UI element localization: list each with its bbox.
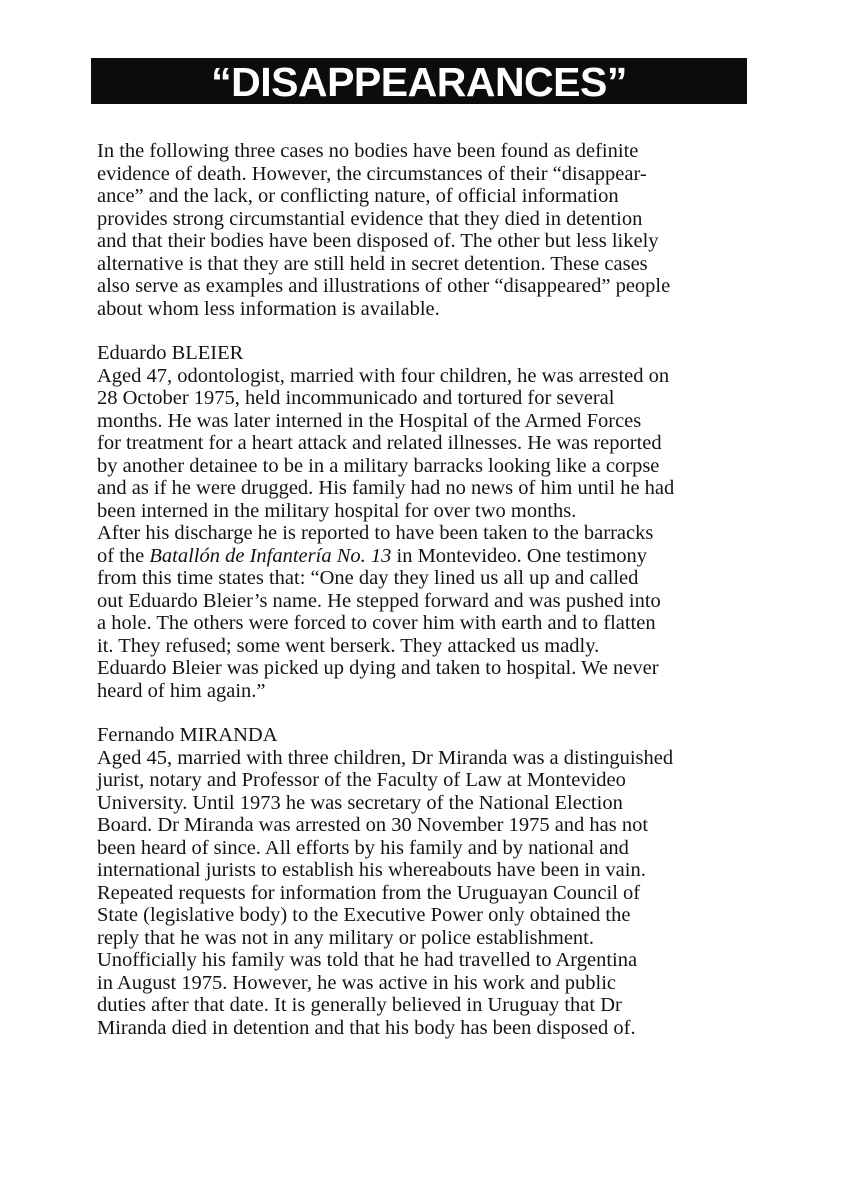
title-banner bbox=[91, 58, 747, 104]
case-miranda bbox=[97, 724, 761, 1039]
intro-paragraph: In the following three cases no bodies have been found as definite evidence of death. However, the circumstances of their “disappear- ance” and the lack, or conflicting nature, of official information provides strong circumstantial evidence that they died in detention and that their bodies have been disposed of. The other but less likely alternative is that they are still held in secret detention. These cases also serve as examples and illustrations of other “disappeared” people about whom less information is available. bbox=[97, 140, 671, 320]
page-title: “DISAPPEARANCES” bbox=[211, 58, 627, 105]
case-bleier bbox=[97, 342, 761, 702]
case-text-part: in Montevideo. One testimony from this time states that: “One day they lined us all up and called out Eduardo Bleier’s name. He stepped forward and was pushed into a hole. The others were forced to cover him with earth and to flatten it. They refused; some went berserk. They attacked us madly. Eduardo Bleier was picked up dying and taken to hospital. We never heard of him again.” bbox=[97, 544, 661, 702]
battalion-name: Batallón de Infantería No. 13 bbox=[149, 544, 392, 567]
case-name: Fernando MIRANDA bbox=[97, 724, 278, 746]
case-text bbox=[97, 365, 761, 703]
case-name: Eduardo BLEIER bbox=[97, 342, 244, 364]
case-text: Aged 45, married with three children, Dr Miranda was a distinguished jurist, notary and Professor of the Faculty of Law at Montevideo University. Until 1973 he was secretary of the National Election Board. Dr Miranda was arrested on 30 November 1975 and has not been heard of since. All efforts by his family and by national and international jurists to establish his whereabouts have been in vain. Repeated requests for information from the Uruguayan Council of State (legislative body) to the Executive Power only obtained the reply that he was not in any military or police establishment. Unofficially his family was told that he had travelled to Argentina in August 1975. However, he was active in his work and public duties after that date. It is generally believed in Uruguay that Dr Miranda died in detention and that his body has been disposed of. bbox=[97, 746, 674, 1039]
document-body bbox=[97, 140, 761, 1039]
case-text-part: Aged 47, odontologist, married with four children, he was arrested on 28 October 1975, held incommunicado and tortured for several months. He was later interned in the Hospital of the Armed Forces for treatment for a heart attack and related illnesses. He was reported by another detainee to be in a military barracks looking like a corpse and as if he were drugged. His family had no news of him until he had been interned in the military hospital for over two months. After his discharge he is reported to have been taken to the barracks of the bbox=[97, 364, 675, 567]
